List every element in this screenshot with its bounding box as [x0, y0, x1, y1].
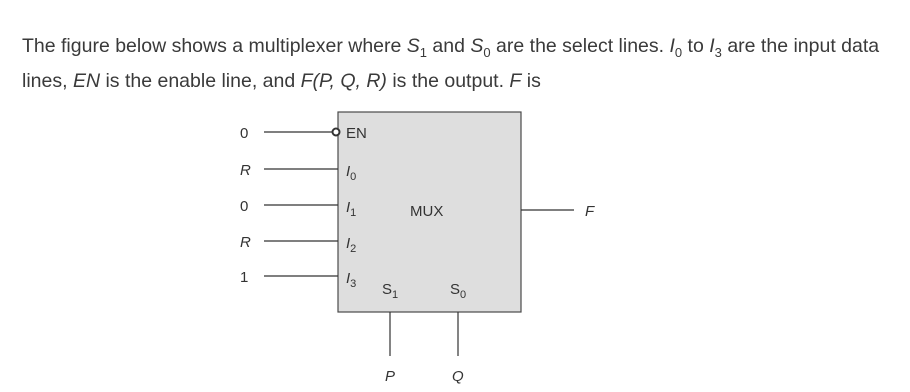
input-signal-1: 0 [240, 198, 249, 215]
f-symbol: F [509, 69, 522, 92]
pin-s1: $S_1$ [382, 281, 399, 301]
question-to: to [682, 35, 710, 57]
input-signal-2: R [240, 234, 251, 251]
en-symbol: EN [72, 69, 101, 92]
fpqr-symbol: F(P, Q, R) [300, 69, 387, 92]
mux-label: MUX [410, 203, 444, 220]
pin-i0: $I_0$ [346, 163, 357, 183]
s0-symbol: $S_0$ [470, 35, 491, 60]
enable-pin-label: EN [346, 125, 367, 142]
select-signal-p: P [385, 368, 396, 385]
pin-i2: $I_2$ [346, 235, 357, 255]
s1-symbol: $S_1$ [406, 35, 428, 60]
question-enable-tail: is the enable line, and [100, 69, 301, 92]
output-label: F [585, 203, 595, 220]
i0-symbol: $I_0$ [669, 35, 683, 60]
question-are: are the input data lines, [22, 35, 880, 92]
input-signal-0: R [240, 162, 251, 179]
question-intro: The figure below shows a multiplexer where [22, 35, 407, 57]
enable-signal-label: 0 [240, 125, 249, 142]
pin-s0: $S_0$ [450, 281, 467, 301]
question-select-tail: are the select lines. [490, 35, 670, 57]
question-is: is [521, 69, 541, 92]
select-signal-q: Q [452, 368, 464, 385]
question-output-tail: is the output. [386, 69, 510, 92]
enable-bubble [333, 129, 340, 136]
i3-symbol: $I_3$ [709, 35, 722, 60]
input-signal-3: 1 [240, 269, 249, 286]
pin-i1: $I_1$ [346, 199, 357, 219]
question-and: and [427, 35, 471, 57]
pin-i3: $I_3$ [346, 270, 357, 290]
